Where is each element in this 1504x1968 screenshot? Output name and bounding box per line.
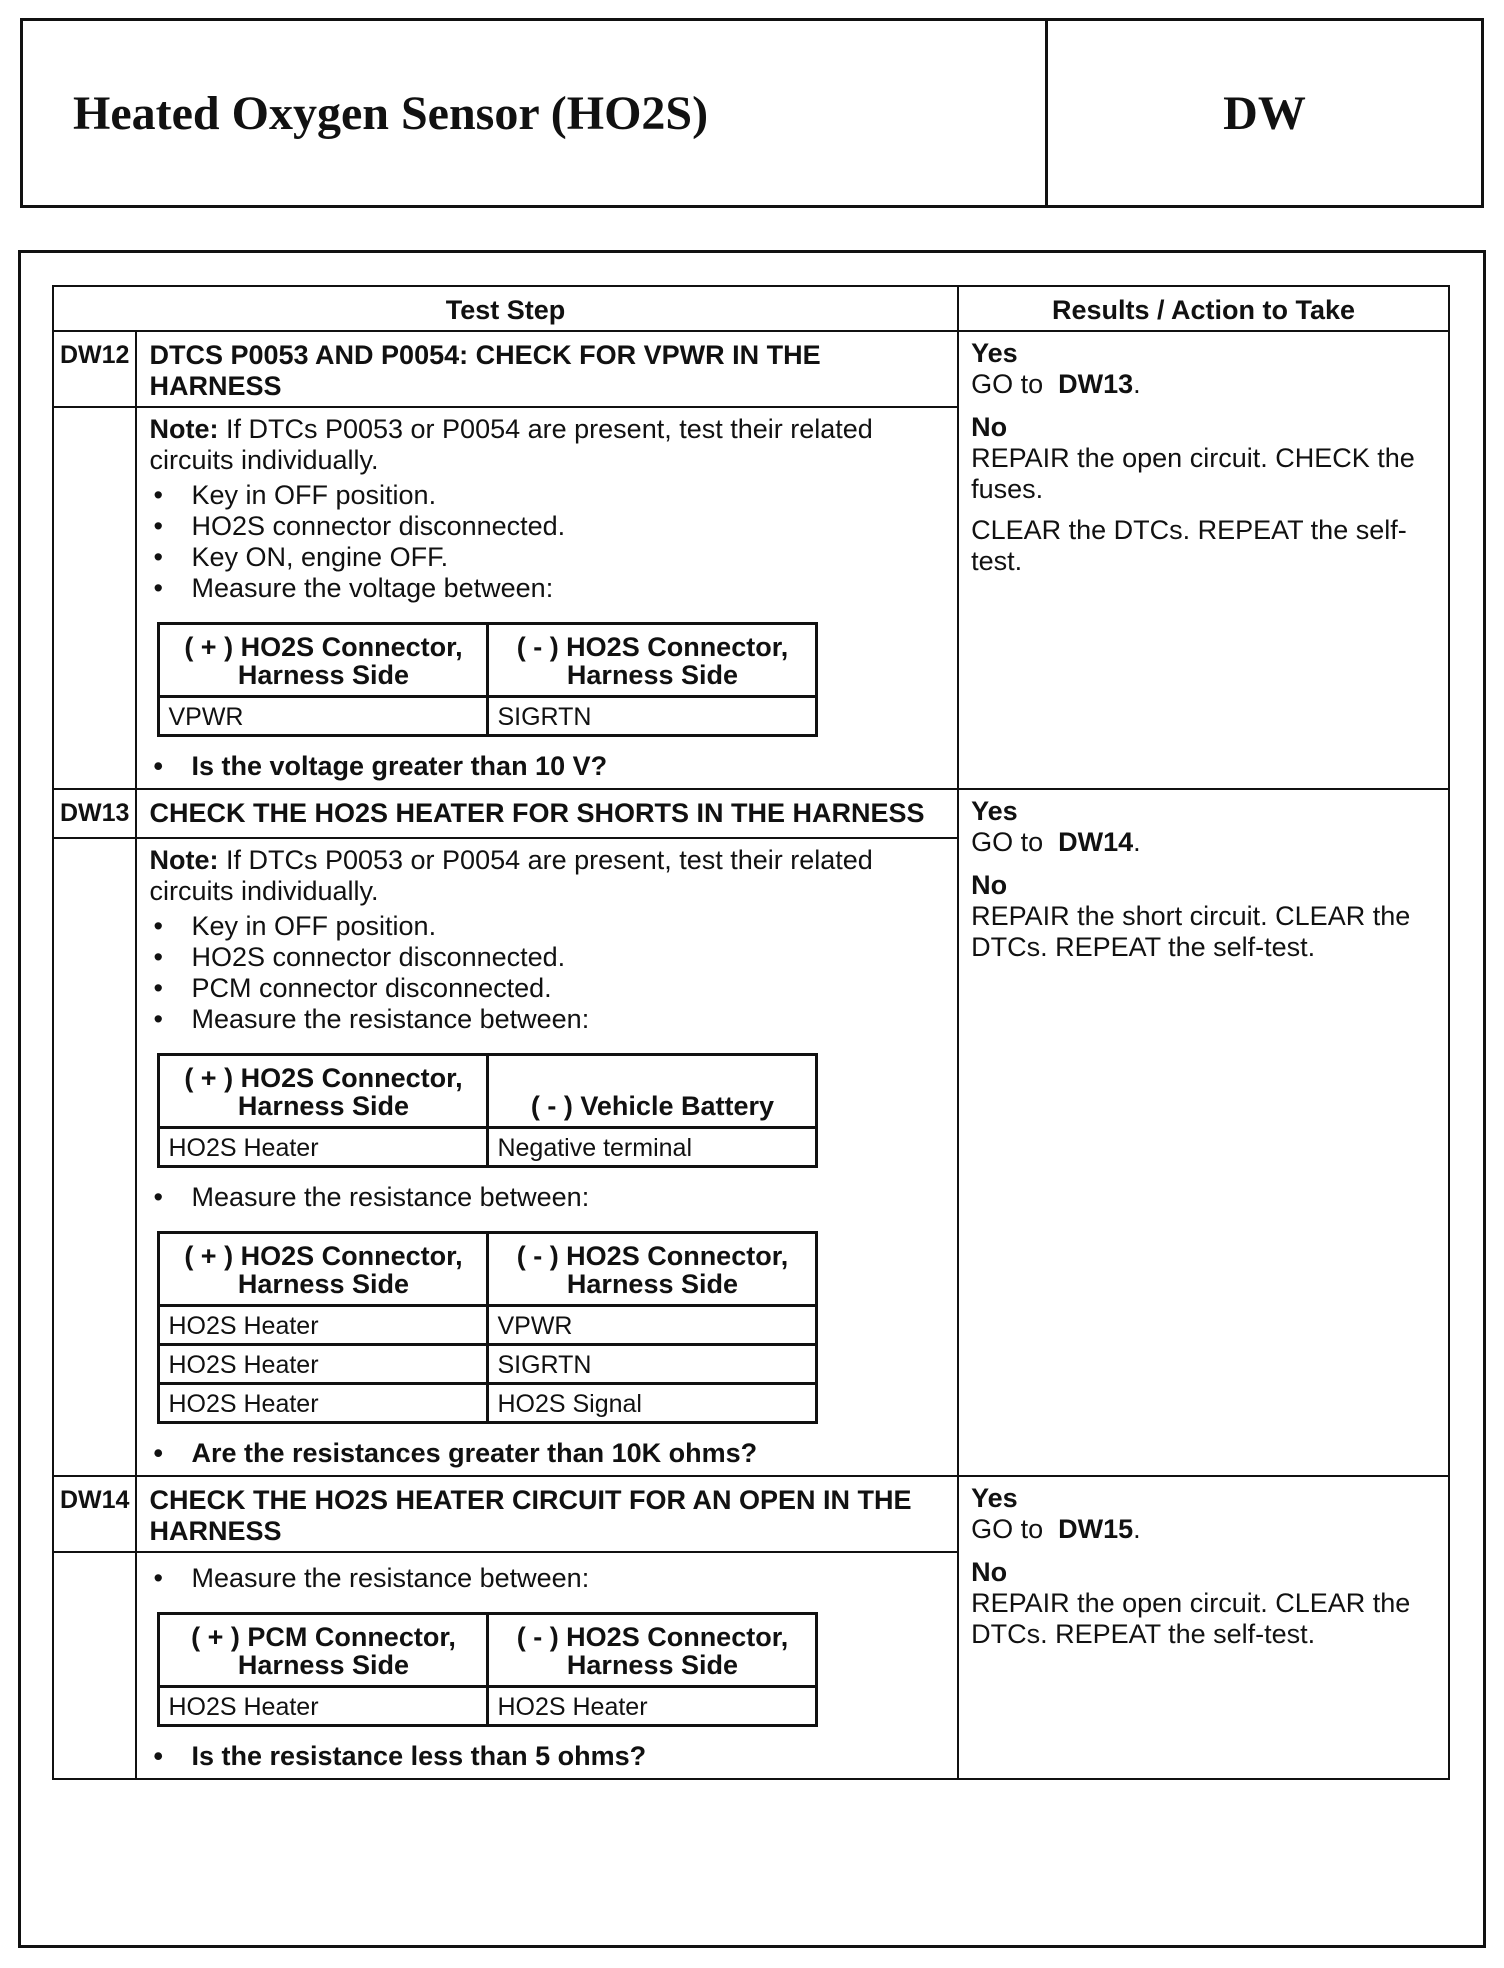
no-label-dw12: No (971, 412, 1008, 442)
list-item: • Measure the resistance between: (149, 1004, 945, 1035)
table-row (159, 1687, 817, 1726)
list-item: • Measure the resistance between: (149, 1563, 945, 1594)
yes-target-dw14: DW15 (1058, 1514, 1134, 1544)
table-cell: HO2S Heater (159, 1384, 488, 1423)
step-body-dw14 (136, 1552, 958, 1779)
measurement-table-dw12 (157, 622, 818, 737)
table-cell: HO2S Heater (159, 1687, 488, 1726)
bullet-list-dw14 (149, 1563, 945, 1594)
sub-header: ( + ) HO2S Connector, Harness Side (159, 1055, 488, 1128)
table-cell: HO2S Signal (488, 1384, 817, 1423)
step-title-row-dw12 (53, 331, 1449, 407)
sub-header: ( + ) PCM Connector, Harness Side (159, 1614, 488, 1687)
yes-target-dw12: DW13 (1058, 369, 1134, 399)
step-title-dw12: DTCS P0053 AND P0054: CHECK FOR VPWR IN THE HARNESS (136, 331, 958, 407)
note-dw13 (149, 845, 945, 907)
table-cell: VPWR (159, 697, 488, 736)
sub-header: ( + ) HO2S Connector, Harness Side (159, 1233, 488, 1306)
list-item: • Key ON, engine OFF. (149, 542, 945, 573)
sub-header: ( - ) HO2S Connector, Harness Side (488, 1233, 817, 1306)
no-text2-dw12: CLEAR the DTCs. REPEAT the self-test. (971, 515, 1407, 576)
step-title-dw14: CHECK THE HO2S HEATER CIRCUIT FOR AN OPEN IN THE HARNESS (136, 1476, 958, 1552)
list-item: • Key in OFF position. (149, 911, 945, 942)
results-dw12: Yes GO to DW13. No REPAIR the open circuit. CHECK the fuses. CLEAR the DTCs. REPEAT the self-test. (958, 331, 1449, 789)
note-text: If DTCs P0053 or P0054 are present, test their related circuits individually. (149, 845, 873, 906)
sub-header: ( - ) HO2S Connector, Harness Side (488, 1614, 817, 1687)
list-item: • PCM connector disconnected. (149, 973, 945, 1004)
yes-text-dw13: GO to (971, 827, 1044, 857)
no-label-dw13: No (971, 870, 1008, 900)
yes-target-dw13: DW14 (1058, 827, 1134, 857)
no-label-dw14: No (971, 1557, 1008, 1587)
step-title-row-dw14 (53, 1476, 1449, 1552)
no-text-dw12: REPAIR the open circuit. CHECK the fuses. (971, 443, 1415, 504)
no-text-dw13: REPAIR the short circuit. CLEAR the DTCs. REPEAT the self-test. (971, 901, 1411, 962)
table-row (159, 1345, 817, 1384)
step-id-dw13: DW13 (53, 789, 136, 838)
note-dw12 (149, 414, 945, 476)
results-dw13: Yes GO to DW14. No REPAIR the short circuit. CLEAR the DTCs. REPEAT the self-test. (958, 789, 1449, 1476)
sub-header: ( - ) HO2S Connector, Harness Side (488, 624, 817, 697)
table-row (159, 1128, 817, 1167)
yes-label-dw13: Yes (971, 796, 1018, 826)
list-item: • Key in OFF position. (149, 480, 945, 511)
note-label: Note: (149, 414, 219, 444)
note-text: If DTCs P0053 or P0054 are present, test their related circuits individually. (149, 414, 873, 475)
list-item: • Measure the resistance between: (149, 1182, 945, 1213)
table-cell: SIGRTN (488, 697, 817, 736)
list-item: • HO2S connector disconnected. (149, 511, 945, 542)
question-dw12: • Is the voltage greater than 10 V? (149, 751, 945, 782)
table-cell: Negative terminal (488, 1128, 817, 1167)
table-cell: HO2S Heater (159, 1345, 488, 1384)
step-id-dw14: DW14 (53, 1476, 136, 1552)
table-row (159, 1306, 817, 1345)
step-title-row-dw13 (53, 789, 1449, 838)
page-header (20, 18, 1484, 208)
table-cell: VPWR (488, 1306, 817, 1345)
table-cell: HO2S Heater (159, 1128, 488, 1167)
list-item: • Measure the voltage between: (149, 573, 945, 604)
yes-text-dw14: GO to (971, 1514, 1044, 1544)
table-row (159, 697, 817, 736)
yes-label-dw12: Yes (971, 338, 1018, 368)
column-header-results: Results / Action to Take (958, 286, 1449, 331)
yes-label-dw14: Yes (971, 1483, 1018, 1513)
results-dw14: Yes GO to DW15. No REPAIR the open circuit. CLEAR the DTCs. REPEAT the self-test. (958, 1476, 1449, 1779)
yes-text-dw12: GO to (971, 369, 1044, 399)
no-text-dw14: REPAIR the open circuit. CLEAR the DTCs. REPEAT the self-test. (971, 1588, 1411, 1649)
measurement-table-dw13-connector (157, 1231, 818, 1424)
bullet-list-dw13 (149, 911, 945, 1035)
question-dw14: • Is the resistance less than 5 ohms? (149, 1741, 945, 1772)
step-body-dw13 (136, 838, 958, 1476)
question-dw13: • Are the resistances greater than 10K ohms? (149, 1438, 945, 1469)
step-id-dw12: DW12 (53, 331, 136, 407)
table-cell: SIGRTN (488, 1345, 817, 1384)
table-cell: HO2S Heater (488, 1687, 817, 1726)
column-header-test-step: Test Step (53, 286, 958, 331)
sub-header: ( + ) HO2S Connector, Harness Side (159, 624, 488, 697)
table-row (159, 1384, 817, 1423)
measurement-table-dw14 (157, 1612, 818, 1727)
note-label: Note: (149, 845, 219, 875)
test-step-table (52, 285, 1450, 1780)
measurement-table-dw13-battery (157, 1053, 818, 1168)
list-item: • HO2S connector disconnected. (149, 942, 945, 973)
section-code: DW (1223, 86, 1306, 140)
step-title-dw13: CHECK THE HO2S HEATER FOR SHORTS IN THE HARNESS (136, 789, 958, 838)
bullet-list-dw12 (149, 480, 945, 604)
table-cell: HO2S Heater (159, 1306, 488, 1345)
table-header-row (53, 286, 1449, 331)
sub-header: ( - ) Vehicle Battery (488, 1055, 817, 1128)
step-body-dw12 (136, 407, 958, 789)
page-title: Heated Oxygen Sensor (HO2S) (23, 21, 1048, 205)
